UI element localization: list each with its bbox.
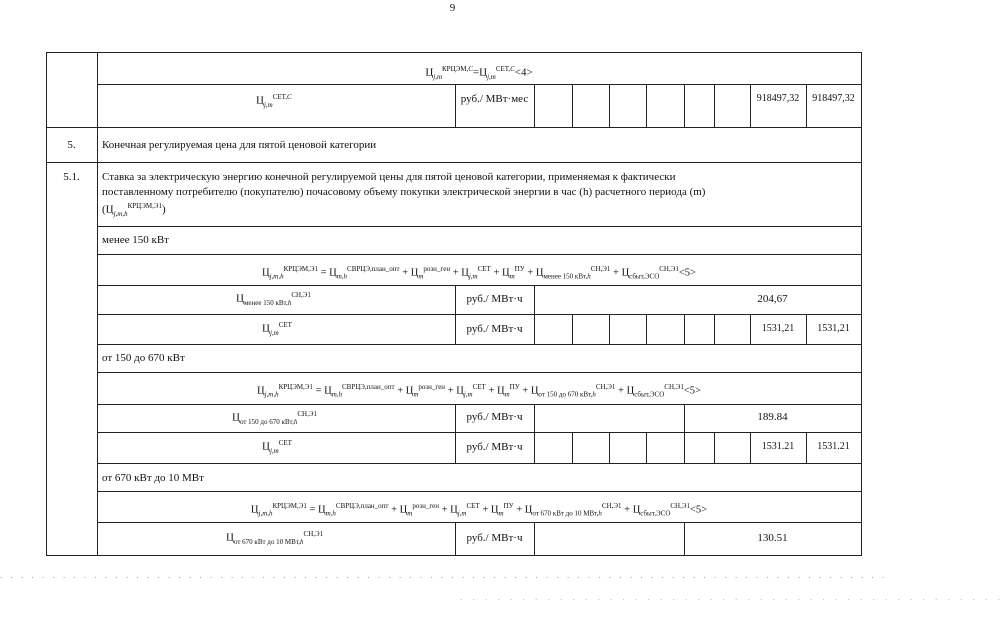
row-5-heading: Конечная регулируемая цена для пятой ценовой категории — [102, 139, 377, 151]
formula-670-10: $Ц_{j,m,h}^{КРЦЭМ,Э1} = Ц_{m,h}^{СВРЦЭ,план\_опт} + Ц_m^{розн\_ген} + Ц_{j,m}^{СЕТ} + Ц_m^{ПУ} + Ц_{от 670 кВт до 10 МВт,h}^{СН,Э1} + Ц_{сбыт,ЭСО}^{СН,Э1}<5>$ — [250, 502, 708, 518]
row-number-5: 5. — [67, 139, 76, 151]
scan-artifact-dots: . . . . . . . . . . . . . . . . . . . . . . . . . . . . . . . . . . . . . . . . . . . . . . . . . . . . . . . . . . . . . . . . . . . . . . . . . . . . . . . . . . . . . — [0, 570, 888, 580]
unit-cset-less-150: руб./ МВт·ч — [466, 323, 523, 335]
symbol-cn-670-10: $Ц_{от 670 кВт до 10 МВт,h}^{СН,Э1}$ — [226, 530, 324, 546]
unit-rub-mvt-mes: руб./ МВт·мес — [460, 93, 529, 105]
row-5-1-line-2: поставленному потребителю (покупателю) почасовому объему покупки электрической энергии в час (h) расчетного периода (m) — [102, 186, 706, 198]
value-cset-b2: 1531.21 — [817, 441, 850, 452]
unit-150-670: руб./ МВт·ч — [466, 411, 523, 423]
formula-less-150: $Ц_{j,m,h}^{КРЦЭМ,Э1} = Ц_{m,h}^{СВРЦЭ,план\_опт} + Ц_m^{розн\_ген} + Ц_{j,m}^{СЕТ} + Ц_m^{ПУ} + Ц_{менее 150 кВт,h}^{СН,Э1} + Ц_{сбыт,ЭСО}^{СН,Э1}<5>$ — [262, 265, 696, 281]
value-c-set-c-2: 918497,32 — [812, 93, 855, 104]
row-5-1-line-1: Ставка за электрическую энергию конечной регулируемой цены для пятой ценовой категории, применяемая к фактически — [102, 171, 676, 183]
symbol-cset-150-670: $Ц_{j,m}^{СЕТ}$ — [262, 439, 292, 455]
value-cset-a1: 1531,21 — [761, 323, 795, 334]
unit-cset-150-670: руб./ МВт·ч — [466, 441, 523, 453]
unit-670-10: руб./ МВт·ч — [466, 532, 523, 544]
value-c-set-c-1: 918497,32 — [756, 93, 800, 104]
row-5-1-symbol: $(Ц_{j,m,h}^{КРЦЭМ,Э1})$ — [102, 202, 166, 218]
page-number: 9 — [449, 2, 456, 14]
symbol-cn-150-670: $Ц_{от 150 до 670 кВт,h}^{СН,Э1}$ — [232, 410, 317, 426]
symbol-cn-less-150: $Ц_{менее 150 кВт,h}^{СН,Э1}$ — [236, 291, 311, 307]
row-number-5-1: 5.1. — [63, 171, 80, 183]
scan-artifact-dots-2: . . . . . . . . . . . . . . . . . . . . . . . . . . . . . . . . . . . . . . . . . . . . — [460, 592, 1004, 602]
formula-150-670: $Ц_{j,m,h}^{КРЦЭМ,Э1} = Ц_{m,h}^{СВРЦЭ,план\_опт} + Ц_m^{розн\_ген} + Ц_{j,m}^{СЕТ} + Ц_m^{ПУ} + Ц_{от 150 до 670 кВт,h}^{СН,Э1} + Ц_{сбыт,ЭСО}^{СН,Э1}<5>$ — [257, 383, 701, 399]
unit-less-150: руб./ МВт·ч — [466, 293, 523, 305]
band-670-10: от 670 кВт до 10 МВт — [102, 472, 204, 484]
value-cn-150-670: 189.84 — [757, 411, 788, 423]
band-less-150: менее 150 кВт — [102, 234, 169, 246]
value-cn-670-10: 130.51 — [757, 532, 788, 544]
value-cn-less-150: 204,67 — [757, 293, 788, 305]
symbol-cset-less-150: $Ц_{j,m}^{СЕТ}$ — [262, 321, 292, 337]
value-cset-a2: 1531,21 — [817, 323, 850, 334]
formula-crcem-c: $Ц_{j,m}^{КРЦЭМ,С}=Ц_{j,m}^{СЕТ,С}<4>$ — [425, 65, 533, 81]
band-150-670: от 150 до 670 кВт — [102, 352, 185, 364]
symbol-c-set-c: $Ц_{j,m}^{СЕТ,С}$ — [256, 93, 292, 109]
value-cset-b1: 1531.21 — [761, 441, 795, 452]
